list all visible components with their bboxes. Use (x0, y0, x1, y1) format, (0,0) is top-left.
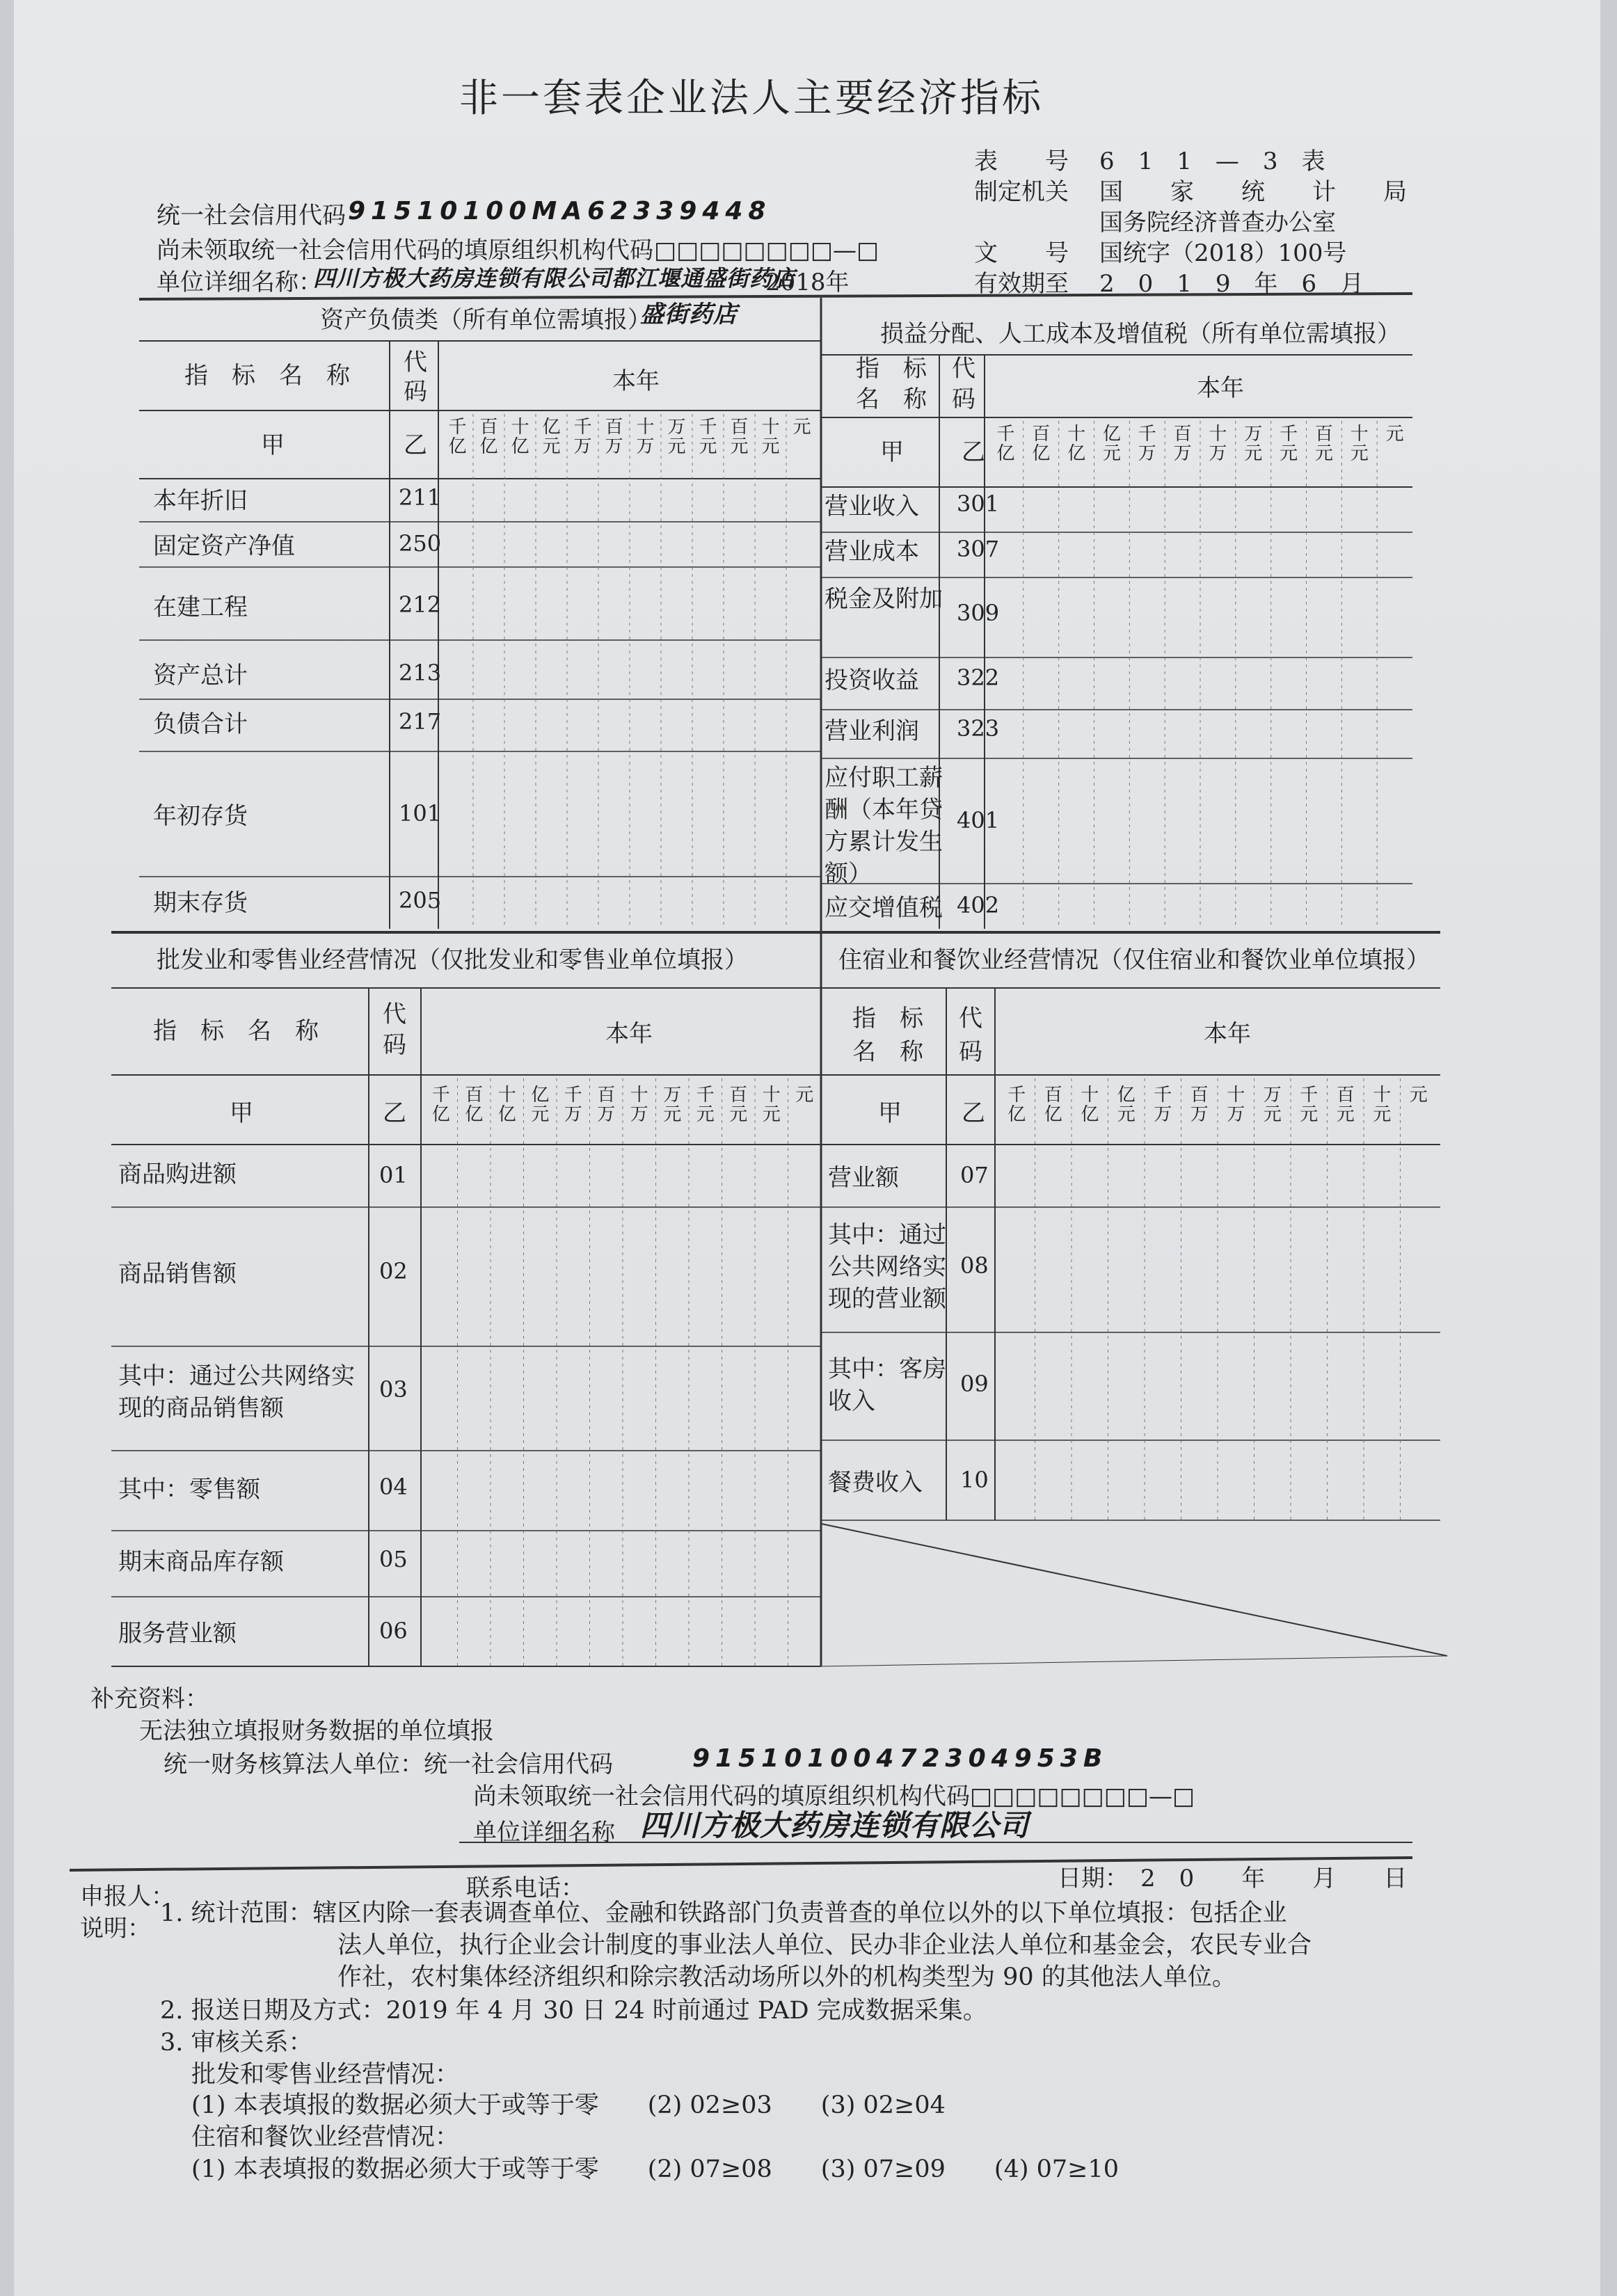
note-3: 3. 审核关系： (160, 2029, 313, 2057)
credit-label: 统一社会信用代码 (157, 202, 346, 230)
s1-jia: 甲 (261, 431, 285, 459)
report-year: 2018年 (765, 269, 850, 296)
supplement-line2-label: 统一财务核算法人单位：统一社会信用代码 (164, 1751, 613, 1778)
unit-name-value[interactable]: 四川方极大药房连锁有限公司都江堰通盛街药店 (313, 265, 796, 292)
s3-row-name-01: 商品购进额 (118, 1161, 237, 1188)
s1-yi: 乙 (404, 431, 427, 459)
note-3a: 批发和零售业经营情况： (191, 2061, 460, 2089)
unit-header-1: 百 亿 (479, 417, 498, 457)
s3-jia: 甲 (230, 1099, 253, 1127)
s3-yi: 乙 (383, 1099, 406, 1127)
supplement-line1: 无法独立填报财务数据的单位填报 (139, 1717, 494, 1745)
unit-header-3: 亿 元 (1117, 1085, 1136, 1125)
unit-header-10: 十 元 (761, 417, 780, 457)
s2-row-name-402: 应交增值税 (825, 894, 943, 922)
s1-row-code-205: 205 (399, 887, 442, 914)
section4-title: 住宿业和餐饮业经营情况（仅住宿业和餐饮业单位填报） (838, 946, 1430, 974)
unit-header-8: 千 元 (699, 417, 717, 457)
unit-header-7: 万 元 (1263, 1085, 1282, 1125)
unit-header-9: 百 元 (1314, 424, 1333, 464)
unit-header-9: 百 元 (1336, 1085, 1355, 1125)
unit-header-10: 十 元 (1373, 1085, 1392, 1125)
s4-code-header: 代 码 (959, 1005, 982, 1066)
s2-row-name-401: 应付职工薪酬（本年贷方累计发生额） (825, 764, 943, 888)
unit-header-9: 百 元 (730, 417, 749, 457)
unit-header-10: 十 元 (762, 1085, 781, 1125)
note-1a: 1. 统计范围：辖区内除一套表调查单位、金融和铁路部门负责普查的单位以外的以下单位填报：包括企业 (160, 1899, 1287, 1927)
s4-ind-name: 指 标 名 称 (852, 1005, 923, 1066)
s1-row-name-211: 本年折旧 (153, 487, 248, 515)
unit-header-2: 十 亿 (1067, 424, 1086, 464)
org-code-label: 尚未领取统一社会信用代码的填原组织机构代码 (157, 237, 653, 264)
unit-header-9: 百 元 (729, 1085, 748, 1125)
s2-code-header: 代 码 (952, 355, 975, 413)
s4-jia: 甲 (878, 1099, 902, 1127)
s1-this-year: 本年 (612, 367, 660, 395)
doc-no-value: 国统字（2018）100号 (1099, 239, 1347, 267)
supplement-unit-name[interactable]: 四川方极大药房连锁有限公司 (640, 1808, 1030, 1842)
s3-this-year: 本年 (605, 1020, 653, 1048)
s2-row-code-323: 323 (957, 715, 1000, 742)
agency2-value: 国务院经济普查办公室 (1099, 209, 1336, 237)
s1-code-header: 代 码 (404, 349, 427, 406)
org-code-boxes[interactable]: □□□□□□□□—□ (654, 237, 879, 264)
s4-row-name-10: 餐费收入 (828, 1469, 923, 1497)
valid-label: 有效期至 (974, 270, 1069, 298)
s3-code-header: 代 码 (383, 1000, 406, 1059)
unit-header-4: 千 万 (573, 417, 592, 457)
unit-header-10: 十 元 (1350, 424, 1369, 464)
s2-row-code-307: 307 (957, 536, 1000, 562)
table-no-label: 表 号 (974, 148, 1069, 175)
unit-header-8: 千 元 (1300, 1085, 1319, 1125)
reporter-label: 申报人： (80, 1883, 175, 1911)
section2-title: 损益分配、人工成本及增值税（所有单位需填报） (880, 320, 1401, 348)
s3-row-code-02: 02 (379, 1258, 408, 1284)
valid-value: 2 0 1 9 年 6 月 (1099, 270, 1364, 298)
unit-header-6: 十 万 (636, 417, 655, 457)
s1-row-code-211: 211 (399, 484, 442, 511)
phone-label: 联系电话： (466, 1874, 584, 1902)
note-3c: 住宿和餐饮业经营情况： (191, 2123, 460, 2151)
date-label: 日期： 2 0 年 月 日 (1058, 1865, 1408, 1892)
s2-row-name-301: 营业收入 (825, 493, 919, 520)
s1-row-name-205: 期末存货 (153, 889, 248, 917)
unit-header-3: 亿 元 (1102, 424, 1121, 464)
s3-row-name-04: 其中：零售额 (118, 1476, 260, 1504)
s4-row-name-08: 其中：通过公共网络实现的营业额 (828, 1221, 946, 1313)
unit-header-8: 千 元 (696, 1085, 715, 1125)
unit-header-1: 百 亿 (1032, 424, 1051, 464)
table-no-value: 6 1 1 — 3 表 (1099, 148, 1325, 175)
section3-title: 批发业和零售业经营情况（仅批发业和零售业单位填报） (157, 946, 748, 974)
s2-row-code-309: 309 (957, 600, 1000, 626)
s3-row-name-03: 其中：通过公共网络实现的商品销售额 (118, 1362, 355, 1422)
s1-row-code-213: 213 (399, 660, 442, 686)
unit-header-4: 千 万 (1154, 1085, 1172, 1125)
s2-row-code-401: 401 (957, 807, 1000, 834)
s4-this-year: 本年 (1204, 1020, 1251, 1048)
note-2: 2. 报送日期及方式：2019 年 4 月 30 日 24 时前通过 PAD 完成数据采集。 (160, 1997, 987, 2025)
doc-no-label: 文 号 (974, 239, 1069, 267)
s3-row-code-01: 01 (379, 1162, 408, 1188)
supplement-credit-value[interactable]: 91510100472304953B (692, 1744, 1108, 1773)
s2-row-code-402: 402 (957, 892, 1000, 918)
s3-row-code-03: 03 (379, 1376, 408, 1403)
s1-row-code-217: 217 (399, 708, 442, 735)
section1-title: 资产负债类（所有单位需填报） (320, 306, 651, 334)
s2-row-code-301: 301 (957, 491, 1000, 517)
unit-header-7: 万 元 (663, 1085, 682, 1125)
s3-row-code-04: 04 (379, 1474, 408, 1500)
s2-yi: 乙 (962, 438, 985, 466)
s2-row-name-307: 营业成本 (825, 538, 919, 566)
form-paper (14, 0, 1600, 2296)
s1-row-code-250: 250 (399, 530, 442, 557)
s3-row-code-06: 06 (379, 1618, 408, 1644)
s1-row-name-250: 固定资产净值 (153, 532, 295, 560)
s1-row-name-101: 年初存货 (153, 802, 248, 830)
s4-row-name-07: 营业额 (828, 1164, 899, 1192)
unit-header-11: 元 (792, 417, 811, 438)
s1-row-name-212: 在建工程 (153, 593, 248, 621)
form-title: 非一套表企业法人主要经济指标 (459, 76, 1044, 121)
unit-header-0: 千 亿 (448, 417, 467, 457)
s1-row-name-213: 资产总计 (153, 662, 248, 689)
note-1b: 法人单位，执行企业会计制度的事业法人单位、民办非企业法人单位和基金会，农民专业合 (337, 1931, 1312, 1959)
unit-header-2: 十 亿 (1081, 1085, 1099, 1125)
s3-row-name-02: 商品销售额 (118, 1260, 237, 1288)
s2-row-name-309: 税金及附加 (825, 585, 943, 613)
unit-header-3: 亿 元 (531, 1085, 550, 1125)
s4-row-name-09: 其中：客房收入 (828, 1355, 946, 1415)
s3-ind-name: 指 标 名 称 (153, 1017, 319, 1045)
supplement-line4-label: 单位详细名称 (473, 1819, 615, 1847)
s3-row-code-05: 05 (379, 1546, 408, 1572)
unit-header-2: 十 亿 (497, 1085, 516, 1125)
s4-row-code-09: 09 (960, 1371, 989, 1397)
unit-header-6: 十 万 (1227, 1085, 1245, 1125)
unit-header-7: 万 元 (667, 417, 686, 457)
agency-value: 国 家 统 计 局 (1099, 178, 1407, 206)
s2-this-year: 本年 (1197, 374, 1244, 402)
unit-header-11: 元 (1409, 1085, 1428, 1106)
unit-header-11: 元 (795, 1085, 814, 1106)
agency-label: 制定机关 (974, 178, 1069, 206)
unit-header-11: 元 (1385, 424, 1404, 445)
s4-row-code-08: 08 (960, 1252, 989, 1279)
s2-jia: 甲 (880, 438, 904, 466)
unit-header-0: 千 亿 (996, 424, 1015, 464)
unit-header-8: 千 元 (1280, 424, 1298, 464)
s1-ind-name: 指 标 名 称 (184, 362, 350, 390)
unit-header-7: 万 元 (1244, 424, 1263, 464)
s3-row-name-05: 期末商品库存额 (118, 1548, 284, 1576)
s1-row-code-101: 101 (399, 800, 442, 827)
s4-row-code-10: 10 (960, 1467, 989, 1493)
unit-header-6: 十 万 (1209, 424, 1227, 464)
s2-row-code-322: 322 (957, 664, 1000, 691)
unit-header-4: 千 万 (564, 1085, 582, 1125)
unit-header-5: 百 万 (605, 417, 623, 457)
unit-header-0: 千 亿 (431, 1085, 450, 1125)
s3-row-name-06: 服务营业额 (118, 1620, 237, 1648)
s4-yi: 乙 (962, 1099, 985, 1127)
unit-header-5: 百 万 (1190, 1085, 1209, 1125)
unit-header-1: 百 亿 (1044, 1085, 1062, 1125)
credit-value[interactable]: 91510100MA62339448 (348, 197, 772, 225)
unit-header-2: 十 亿 (511, 417, 529, 457)
unit-header-5: 百 万 (597, 1085, 616, 1125)
s4-row-code-07: 07 (960, 1162, 989, 1188)
s2-ind-name: 指 标 名 称 (856, 355, 927, 413)
unit-header-1: 百 亿 (465, 1085, 484, 1125)
note-1c: 作社，农村集体经济组织和除宗教活动场所以外的机构类型为 90 的其他法人单位。 (337, 1963, 1236, 1991)
s2-row-name-322: 投资收益 (825, 667, 919, 694)
unit-name-label: 单位详细名称： (157, 269, 322, 296)
note-3b: (1) 本表填报的数据必须大于或等于零 (2) 02≥03 (3) 02≥04 (191, 2091, 946, 2119)
section1-handwritten-suffix: 盛街药店 (640, 301, 738, 328)
supplement-line3: 尚未领取统一社会信用代码的填原组织机构代码□□□□□□□□—□ (473, 1783, 1195, 1810)
notes-label: 说明： (80, 1915, 151, 1943)
unit-header-3: 亿 元 (542, 417, 561, 457)
unit-header-0: 千 亿 (1007, 1085, 1026, 1125)
unit-header-6: 十 万 (630, 1085, 648, 1125)
supplement-title: 补充资料： (90, 1685, 209, 1713)
s1-row-name-217: 负债合计 (153, 710, 248, 738)
unit-header-5: 百 万 (1173, 424, 1192, 464)
note-3d: (1) 本表填报的数据必须大于或等于零 (2) 07≥08 (3) 07≥09 (4) 07≥10 (191, 2155, 1120, 2183)
s2-row-name-323: 营业利润 (825, 717, 919, 745)
unit-header-4: 千 万 (1138, 424, 1156, 464)
s1-row-code-212: 212 (399, 591, 442, 618)
